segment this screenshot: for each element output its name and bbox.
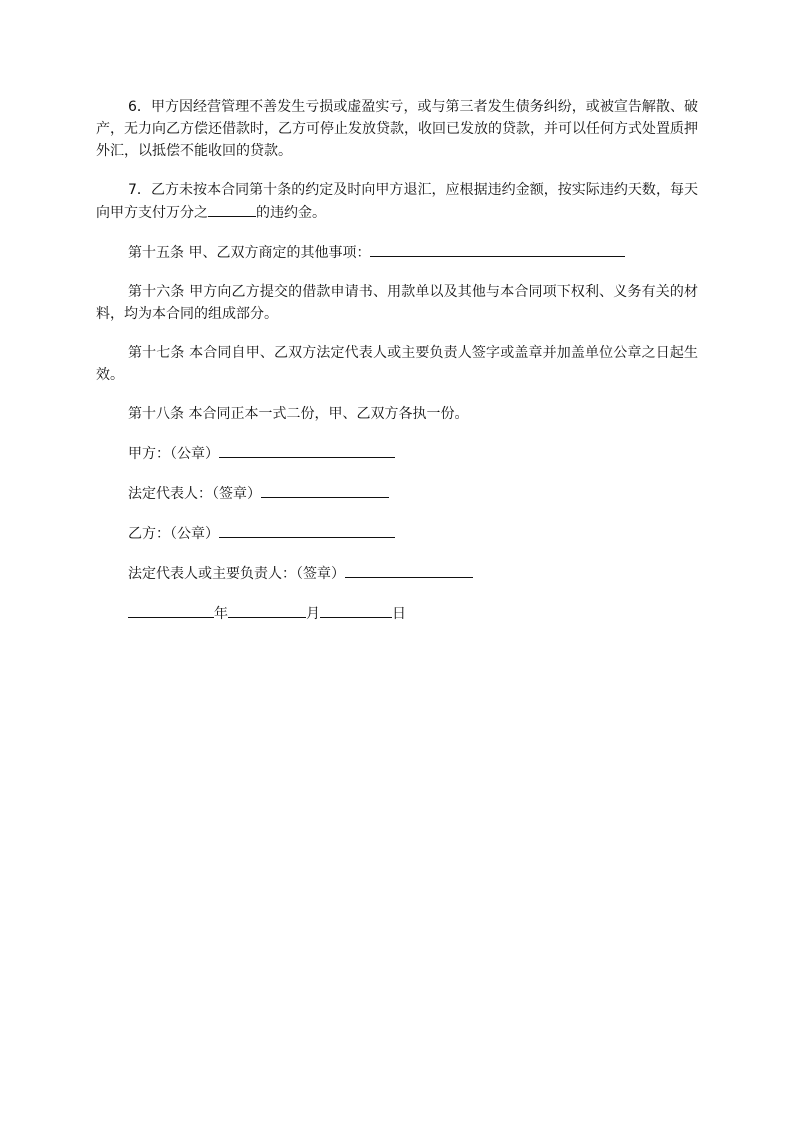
article-18: 第十八条 本合同正本一式二份，甲、乙双方各执一份。 <box>128 406 469 422</box>
clause-7-text: 7．乙方未按本合同第十条的约定及时向甲方退汇，应根据违约金额，按实际违约天数，每天向甲方支付万分之 <box>96 182 698 221</box>
article-17: 第十七条 本合同自甲、乙双方法定代表人或主要负责人签字或盖章并加盖单位公章之日起生效。 <box>96 345 698 383</box>
party-b-rep-line <box>96 562 698 585</box>
day-blank[interactable] <box>320 602 392 618</box>
article-16: 第十六条 甲方向乙方提交的借款申请书、用款单以及其他与本合同项下权利、义务有关的材料，均为本合同的组成部分。 <box>96 284 698 322</box>
clause-7-tail: 的违约金。 <box>256 205 326 221</box>
party-b-seal-blank[interactable] <box>219 522 395 538</box>
party-b-label: 乙方：（公章） <box>128 526 219 542</box>
clause-7 <box>96 179 698 224</box>
day-label: 日 <box>392 606 406 622</box>
clause-6: 6．甲方因经营管理不善发生亏损或虚盈实亏，或与第三者发生债务纠纷，或被宣告解散、破产，无力向乙方偿还借款时，乙方可停止发放贷款，收回已发放的贷款，并可以任何方式处置质押外汇，以抵偿不能收回的贷款。 <box>96 99 698 159</box>
year-blank[interactable] <box>128 602 214 618</box>
party-b-rep-label: 法定代表人或主要负责人：（签章） <box>128 566 345 582</box>
party-a-seal-line <box>96 442 698 465</box>
month-label: 月 <box>306 606 320 622</box>
party-a-rep-label: 法定代表人：（签章） <box>128 486 261 502</box>
year-label: 年 <box>214 606 228 622</box>
date-line <box>96 602 698 625</box>
contract-page <box>96 96 698 642</box>
party-a-seal-blank[interactable] <box>219 442 395 458</box>
party-b-seal-line <box>96 522 698 545</box>
party-b-rep-blank[interactable] <box>345 562 473 578</box>
party-a-rep-blank[interactable] <box>261 482 389 498</box>
party-a-rep-line <box>96 482 698 505</box>
party-a-label: 甲方：（公章） <box>128 446 219 462</box>
month-blank[interactable] <box>228 602 306 618</box>
article-15-text: 第十五条 甲、乙双方商定的其他事项： <box>128 245 371 261</box>
article-15 <box>96 241 698 264</box>
other-matters-blank[interactable] <box>370 241 625 257</box>
penalty-rate-blank[interactable] <box>208 201 256 217</box>
